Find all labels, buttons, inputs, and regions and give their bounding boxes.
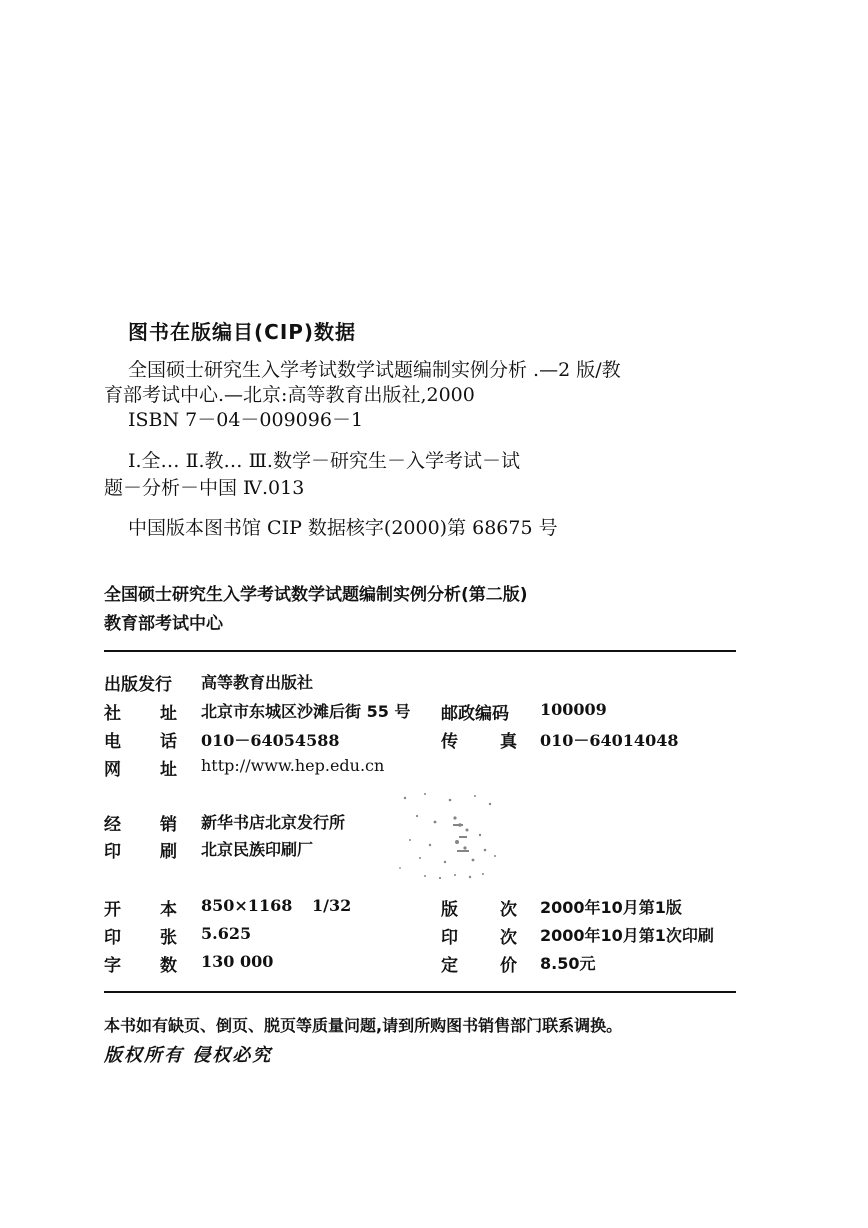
postcode-label: 邮政编码 [441,704,509,724]
phone-label-1: 电 [104,732,121,752]
divider-bottom [104,991,736,993]
copyright-notice: 版权所有 侵权必究 [104,1045,273,1066]
printer-label-1: 印 [104,842,121,862]
address-label-2: 址 [160,704,177,724]
words-label-1: 字 [104,956,121,976]
book-author: 教育部考试中心 [104,614,223,634]
distributor-label-1: 经 [104,815,121,835]
words-label-2: 数 [160,956,177,976]
quality-notice: 本书如有缺页、倒页、脱页等质量问题,请到所购图书销售部门联系调换。 [104,1016,623,1035]
format-fold: 1/32 [312,896,352,915]
sheets-value: 5.625 [201,924,252,943]
web-label-1: 网 [104,760,121,780]
words-value: 130 000 [201,952,274,971]
format-value: 850×1168 [201,896,293,915]
printer-value: 北京民族印刷厂 [201,840,314,859]
printing-label-1: 印 [441,928,458,948]
stamp-mark [395,790,500,885]
printer-label-2: 刷 [160,842,177,862]
sheets-label-2: 张 [160,928,177,948]
cip-number: 中国版本图书馆 CIP 数据核字(2000)第 68675 号 [128,517,558,539]
divider-top [104,650,736,652]
price-label-1: 定 [441,956,458,976]
fax-value: 010－64014048 [540,731,679,750]
printing-value: 2000年10月第1次印刷 [540,926,714,945]
phone-label-2: 话 [160,732,177,752]
distributor-label-2: 销 [160,815,177,835]
cip-publisher-line: 育部考试中心.—北京:高等教育出版社,2000 [104,384,475,406]
book-title: 全国硕士研究生入学考试数学试题编制实例分析(第二版) [104,585,528,605]
price-label-2: 价 [500,956,517,976]
fax-label-2: 真 [500,732,517,752]
address-value: 北京市东城区沙滩后街 55 号 [201,702,411,721]
postcode-value: 100009 [540,700,607,719]
format-label-2: 本 [160,900,177,920]
printing-label-2: 次 [500,928,517,948]
address-label-1: 社 [104,704,121,724]
edition-label-1: 版 [441,900,458,920]
sheets-label-1: 印 [104,928,121,948]
format-label-1: 开 [104,900,121,920]
web-label-2: 址 [160,760,177,780]
phone-value: 010－64054588 [201,731,340,750]
publisher-value: 高等教育出版社 [201,673,314,692]
price-value: 8.50元 [540,954,596,973]
cip-heading: 图书在版编目(CIP)数据 [128,320,357,344]
cip-isbn: ISBN 7－04－009096－1 [128,409,364,431]
cip-title-line: 全国硕士研究生入学考试数学试题编制实例分析 .—2 版/教 [128,359,621,381]
distributor-value: 新华书店北京发行所 [201,813,346,832]
publisher-label: 出版发行 [104,675,172,695]
edition-value: 2000年10月第1版 [540,898,682,917]
edition-label-2: 次 [500,900,517,920]
web-value: http://www.hep.edu.cn [201,756,385,775]
cip-classification-line-1: Ⅰ.全… Ⅱ.教… Ⅲ.数学－研究生－入学考试－试 [128,450,520,472]
fax-label-1: 传 [441,732,458,752]
cip-classification-line-2: 题－分析－中国 Ⅳ.013 [104,477,305,499]
